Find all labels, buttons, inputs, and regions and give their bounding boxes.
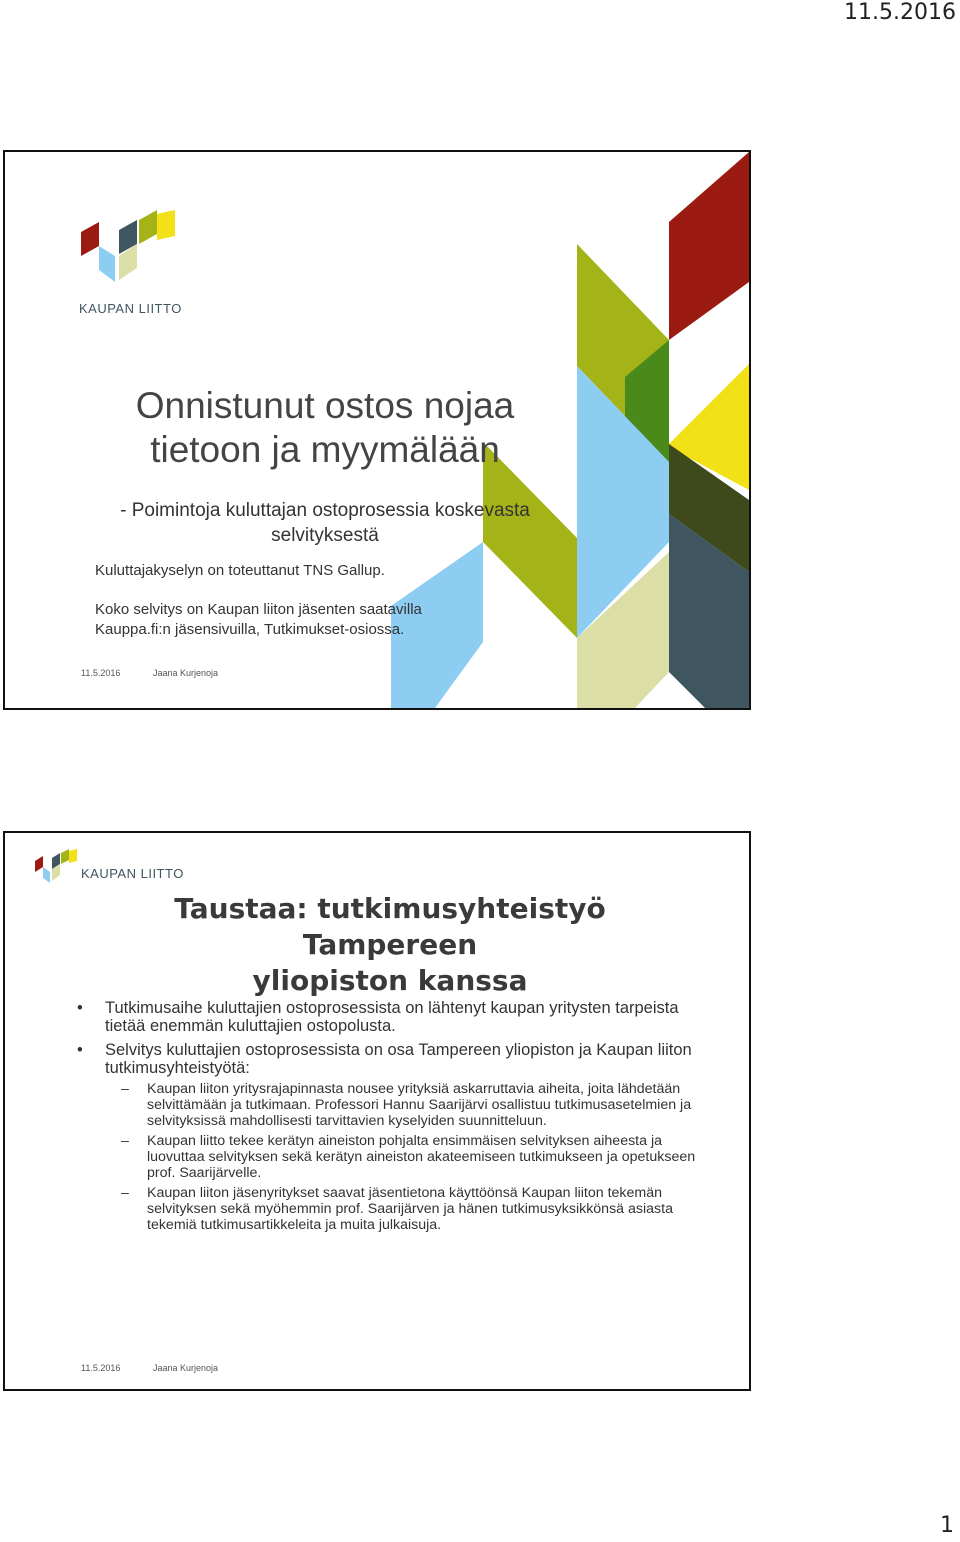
sub-bullet-text: Kaupan liiton jäsenyritykset saavat jäsentietona käyttöönsä Kaupan liiton tekemän selvityksen sekä myöhemmin prof. Saarijärven ja hänen tutkimusyksikkönsä asiasta tekemiä tutkimusartikkeleita ja muita julkaisuja. <box>147 1185 673 1233</box>
kaupan-liitto-logo <box>79 210 182 316</box>
logo-text: KAUPAN LIITTO <box>79 301 182 316</box>
bullet-item <box>75 999 715 1035</box>
subtitle-line-1: - Poimintoja kuluttajan ostoprosessia koskevasta <box>120 500 530 521</box>
survey-note: Kuluttajakyselyn on toteuttanut TNS Gallup. <box>95 562 385 579</box>
deco-dark-red-shape <box>669 152 749 340</box>
logo-text: KAUPAN LIITTO <box>81 865 184 881</box>
slide1-footer-date: 11.5.2016 <box>81 668 121 678</box>
sub-bullet-marker: – <box>121 1185 129 1201</box>
slide2-footer-author: Jaana Kurjenoja <box>153 1363 219 1373</box>
bullet-text: Selvitys kuluttajien ostoprosessista on osa Tampereen yliopiston ja Kaupan liiton tutkimusyhteistyötä: <box>105 1041 692 1077</box>
title-line-1: Taustaa: tutkimusyhteistyö Tampereen <box>174 892 606 961</box>
subtitle-line-2: selvityksestä <box>271 525 379 546</box>
bullet-marker: • <box>77 999 83 1017</box>
availability-note-line-2: Kauppa.fi:n jäsensivuilla, Tutkimukset-osiossa. <box>95 621 405 638</box>
slide-background <box>3 831 751 1391</box>
slide1-subtitle <box>85 498 565 548</box>
bullet-item <box>75 1041 715 1077</box>
bullet-marker: • <box>77 1041 83 1059</box>
sub-bullet-item <box>75 1081 715 1129</box>
page-date: 11.5.2016 <box>844 0 956 25</box>
sub-bullet-list <box>75 1081 715 1233</box>
title-line-2: tietoon ja myymälään <box>150 429 500 470</box>
sub-bullet-item <box>75 1185 715 1233</box>
title-line-1: Onnistunut ostos nojaa <box>135 385 515 426</box>
slide2-title <box>95 891 685 999</box>
logo-mark-icon <box>79 210 179 290</box>
slide1-title <box>115 384 535 472</box>
page-number: 1 <box>940 1513 954 1538</box>
slide2-footer-date: 11.5.2016 <box>81 1363 121 1373</box>
availability-note <box>95 600 422 640</box>
logo-mark-icon <box>35 849 79 887</box>
sub-bullet-text: Kaupan liiton yritysrajapinnasta nousee yrityksiä askarruttavia aiheita, joita lähdetään selvittämään ja tutkimaan. Professori Hannu Saarijärvi osallistuu tutkimusasetelmien ja selvityksissä mahdollisesti tarvittavien kyselyiden suunnitteluun. <box>147 1081 692 1129</box>
sub-bullet-item <box>75 1133 715 1181</box>
sub-bullet-text: Kaupan liitto tekee kerätyn aineiston pohjalta ensimmäisen selvityksen aiheesta ja luovuttaa selvityksen sekä kerätyn aineiston akateemiseen tutkimukseen ja opetukseen prof. Saarijärvelle. <box>147 1133 696 1181</box>
bullet-text: Tutkimusaihe kuluttajien ostoprosessista on lähtenyt kaupan yritysten tarpeista tietää enemmän kuluttajien ostopolusta. <box>105 999 679 1035</box>
sub-bullet-marker: – <box>121 1133 129 1149</box>
slide2-body <box>75 999 715 1237</box>
kaupan-liitto-logo-small <box>35 849 184 887</box>
title-line-2: yliopiston kanssa <box>252 964 528 997</box>
availability-note-line-1: Koko selvitys on Kaupan liiton jäsenten saatavilla <box>95 601 422 618</box>
slide1-footer-author: Jaana Kurjenoja <box>153 668 219 678</box>
sub-bullet-marker: – <box>121 1081 129 1097</box>
slide-title <box>3 150 751 710</box>
